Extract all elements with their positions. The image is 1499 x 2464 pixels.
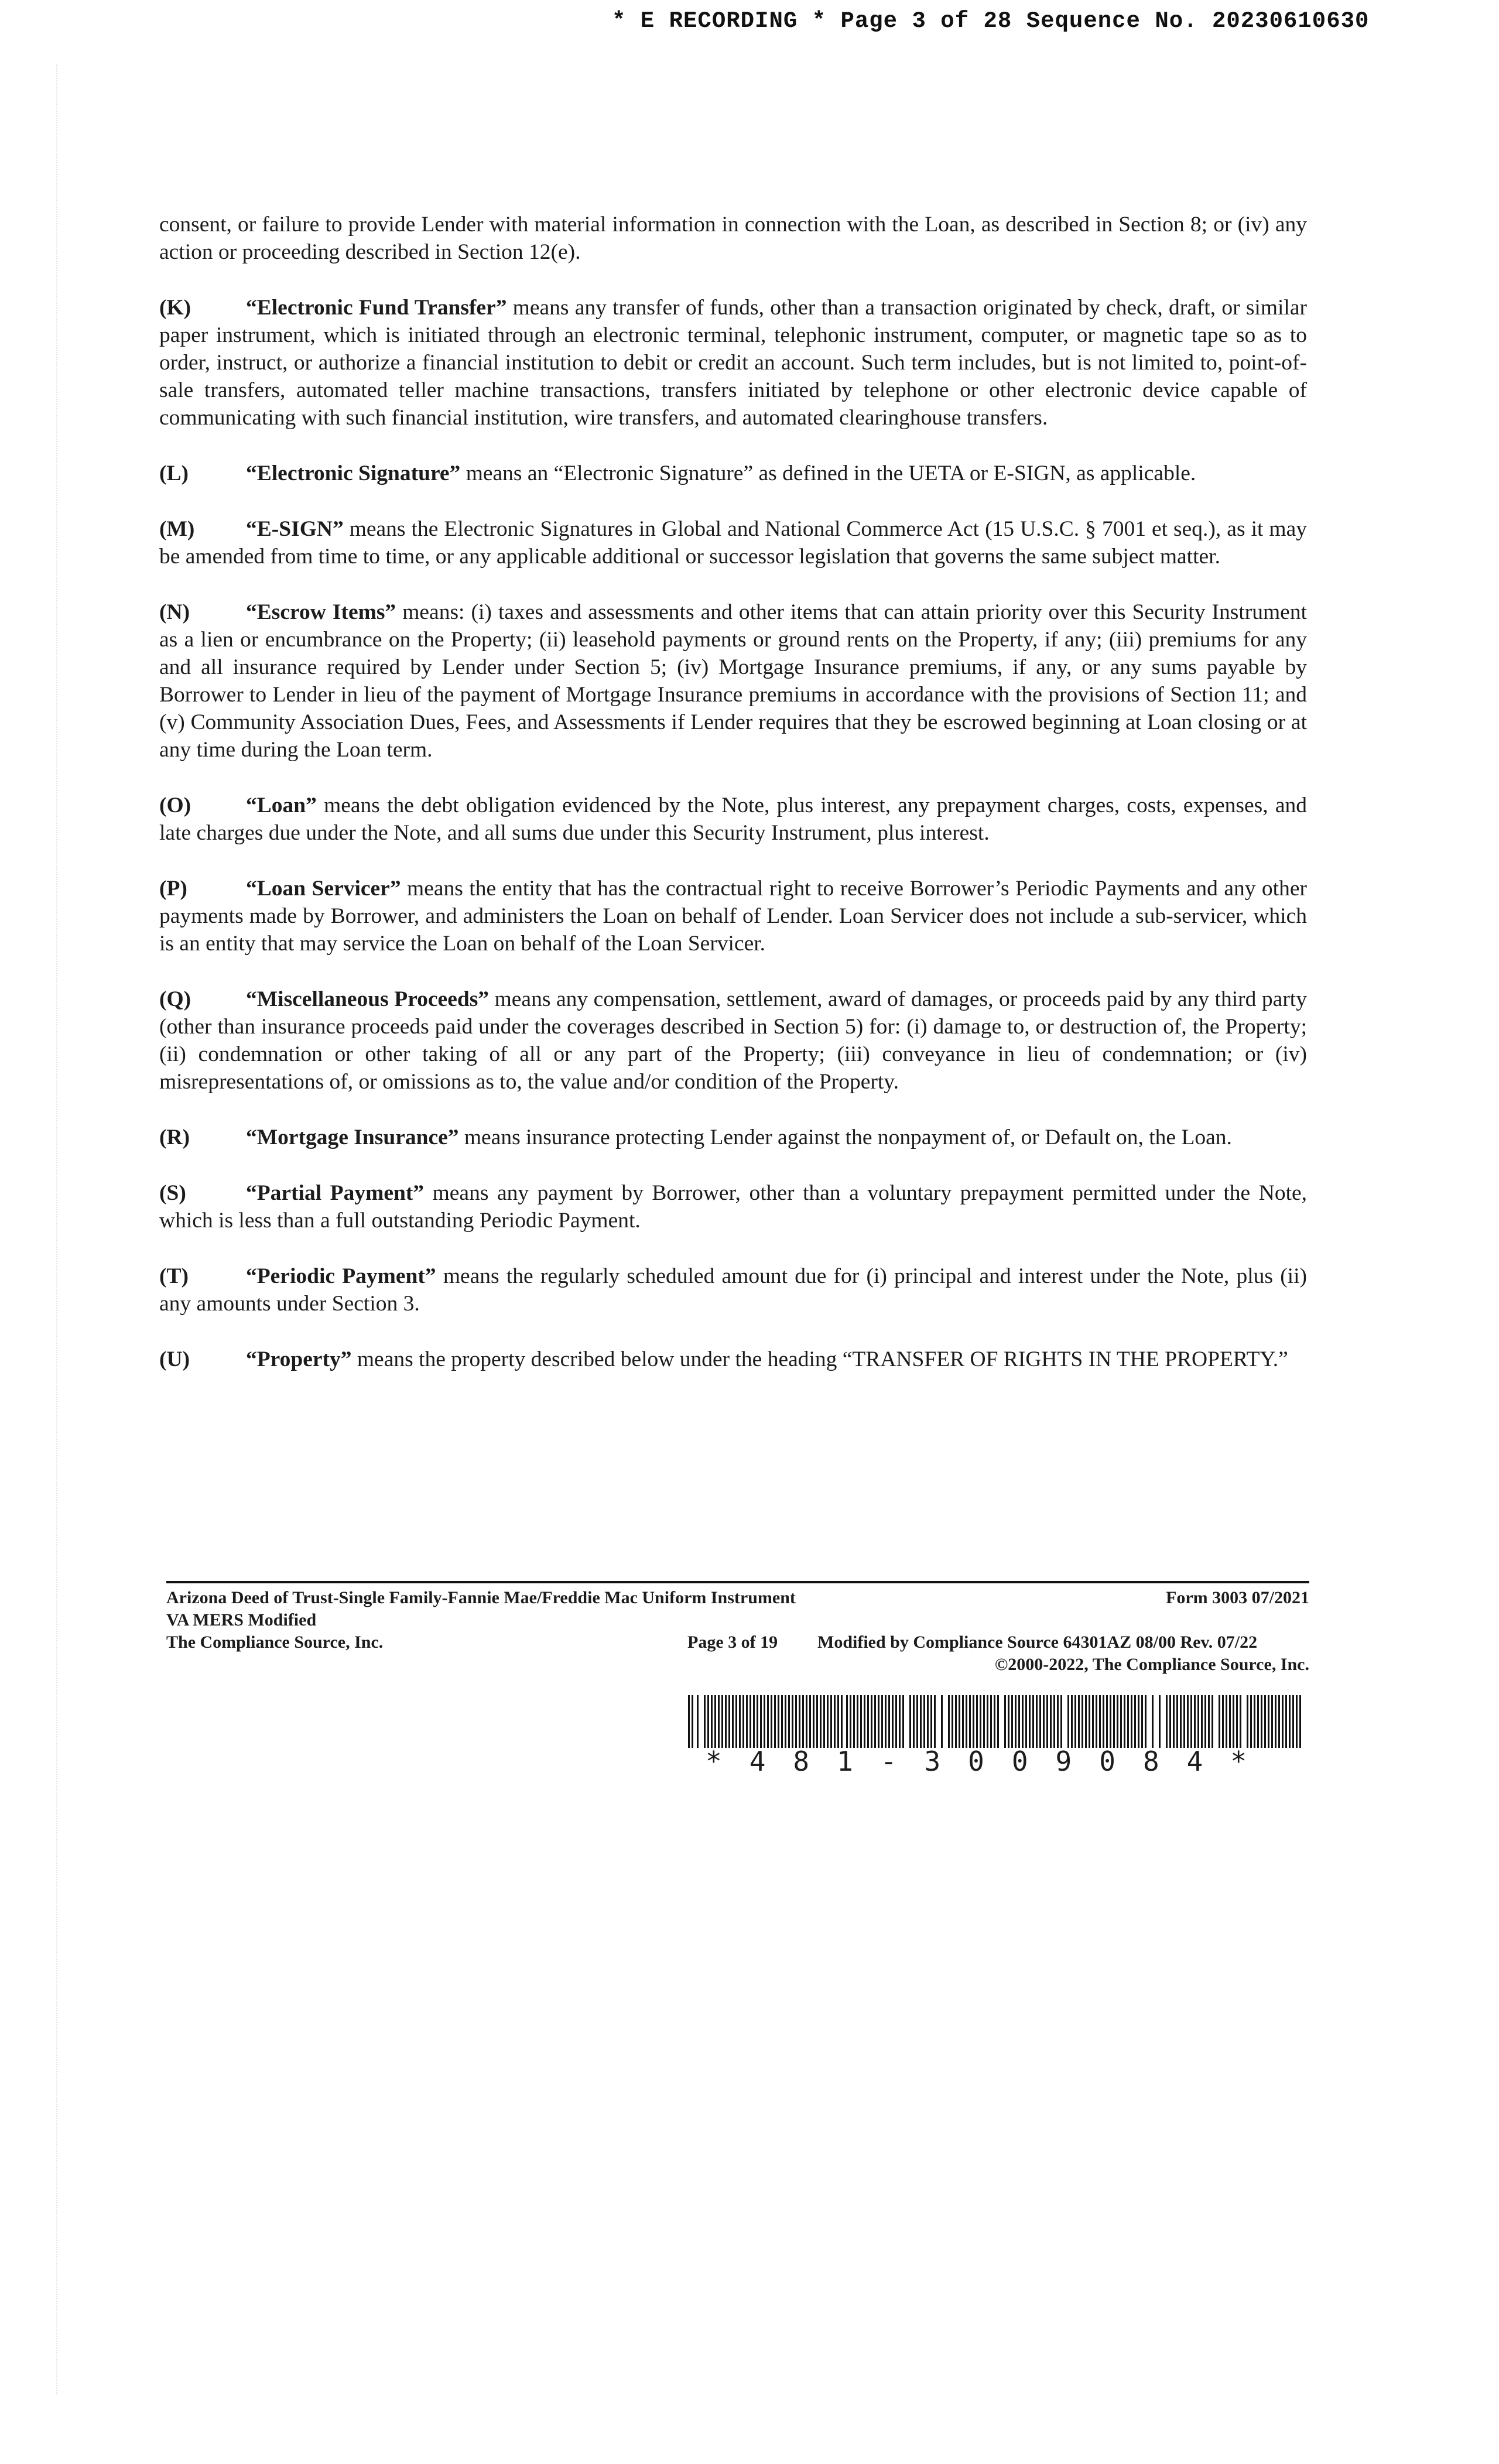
barcode-bar	[1254, 1695, 1255, 1748]
definition-term: “Mortgage Insurance”	[246, 1125, 459, 1149]
barcode-bar	[1292, 1695, 1294, 1748]
form-title: Arizona Deed of Trust-Single Family-Fannie Mae/Freddie Mac Uniform Instrument	[166, 1588, 796, 1607]
barcode-bar	[746, 1695, 748, 1748]
barcode-bar	[1025, 1695, 1027, 1748]
definition-label: (M)	[159, 517, 195, 541]
footer-row-2	[166, 1609, 1309, 1631]
barcode-bar	[732, 1695, 734, 1748]
barcode-bar	[1282, 1695, 1284, 1748]
barcode-bar	[1169, 1695, 1171, 1748]
barcode-bar	[792, 1695, 793, 1748]
barcode-bar	[802, 1695, 804, 1748]
barcode-bar	[830, 1695, 832, 1748]
definition-label: (K)	[159, 296, 191, 320]
recording-header: * E RECORDING * Page 3 of 28 Sequence No. 20230610630	[612, 8, 1370, 34]
barcode-bar	[764, 1695, 765, 1748]
barcode-bar	[1190, 1695, 1192, 1748]
footer-row-4	[166, 1654, 1309, 1676]
barcode-bar	[809, 1695, 811, 1748]
definition-paragraph	[159, 985, 1307, 1096]
definition-label: (P)	[159, 877, 187, 901]
barcode-bar	[1152, 1695, 1154, 1748]
barcode-bar	[857, 1695, 858, 1748]
barcode-bar	[1176, 1695, 1178, 1748]
barcode-bar	[1247, 1695, 1248, 1748]
barcode-bar	[718, 1695, 720, 1748]
definition-label: (L)	[159, 461, 189, 485]
definition-label: (O)	[159, 793, 191, 817]
barcode-bar	[1194, 1695, 1196, 1748]
barcode-bar	[1039, 1695, 1041, 1748]
footer-row-3	[166, 1631, 1309, 1654]
barcode-bar	[1278, 1695, 1280, 1748]
barcode-bar	[1145, 1695, 1147, 1748]
barcode-bar	[860, 1695, 862, 1748]
barcode-bar	[1275, 1695, 1276, 1748]
definition-term: “Partial Payment”	[246, 1181, 425, 1205]
document-footer	[166, 1581, 1309, 1676]
barcode-bar	[1141, 1695, 1143, 1748]
barcode-bar	[1285, 1695, 1287, 1748]
barcode-bar	[1296, 1695, 1298, 1748]
barcode-bar	[1050, 1695, 1052, 1748]
footer-rule	[166, 1581, 1309, 1583]
barcode-bar	[1106, 1695, 1108, 1748]
barcode-bar	[692, 1695, 693, 1748]
definition-term: “Miscellaneous Proceeds”	[246, 987, 490, 1011]
barcode-bar	[1138, 1695, 1139, 1748]
definition-text: means: (i) taxes and assessments and other items that can attain priority over this Security Instrument as a lien or encumbrance on the Property; (ii) leasehold payments or ground rents on the Property, if any; (iii) premiums for any and all insurance required by Lender under Section 5; (iv) Mortgage Insurance premiums, if any, or any sums payable by Borrower to Lender in lieu of the payment of Mortgage Insurance premiums in accordance with the provisions of Section 11; and (v) Community Association Dues, Fees, and Assessments if Lender requires that they be escrowed beginning at Loan closing or at any time during the Loan term.	[159, 600, 1307, 762]
barcode-bar	[997, 1695, 999, 1748]
barcode-bar	[1036, 1695, 1038, 1748]
barcode-bar	[1022, 1695, 1024, 1748]
definition-text: means the property described below under the heading “TRANSFER OF RIGHTS IN THE PROPERTY.”	[351, 1347, 1288, 1371]
definition-text: means the regularly scheduled amount due for (i) principal and interest under the Note, plus (ii) any amounts under Section 3.	[159, 1264, 1308, 1316]
definition-paragraph	[159, 1124, 1307, 1151]
barcode-bar	[871, 1695, 872, 1748]
barcode-bar	[987, 1695, 988, 1748]
barcode-bar	[934, 1695, 936, 1748]
barcode-bar	[1204, 1695, 1206, 1748]
barcode-bar	[1127, 1695, 1129, 1748]
barcode-bar	[1060, 1695, 1062, 1748]
footer-row-1	[166, 1587, 1309, 1609]
barcode-bar	[867, 1695, 869, 1748]
barcode-bar	[864, 1695, 865, 1748]
barcode-bar	[704, 1695, 706, 1748]
barcode-bar	[1043, 1695, 1045, 1748]
barcode-bar	[966, 1695, 967, 1748]
definition-paragraph	[159, 1346, 1307, 1373]
barcode-bar	[1029, 1695, 1031, 1748]
definition-paragraph	[159, 598, 1307, 764]
barcode-bar	[1173, 1695, 1175, 1748]
barcode-bar	[1015, 1695, 1017, 1748]
barcode-bar	[771, 1695, 772, 1748]
barcode-bar	[837, 1695, 839, 1748]
barcode-bar	[799, 1695, 800, 1748]
barcode-bar	[1268, 1695, 1269, 1748]
barcode-bar	[707, 1695, 709, 1748]
barcode-bar	[909, 1695, 911, 1748]
barcode-bar	[1201, 1695, 1203, 1748]
barcode-bar	[750, 1695, 751, 1748]
barcode-bar	[913, 1695, 915, 1748]
definition-text: means insurance protecting Lender against the nonpayment of, or Default on, the Loan.	[458, 1125, 1232, 1149]
definition-text: means the entity that has the contractual right to receive Borrower’s Periodic Payments and any other payments made by Borrower, and administers the Loan on behalf of Lender. Loan Servicer does not include a sub-servicer, which is an entity that may service the Loan on behalf of the Loan Servicer.	[159, 877, 1307, 956]
barcode-bar	[1299, 1695, 1301, 1748]
barcode-bar	[976, 1695, 978, 1748]
definition-term: “Loan”	[246, 793, 317, 817]
definition-paragraph	[159, 1179, 1307, 1234]
barcode-bar	[785, 1695, 786, 1748]
barcode-bar	[1032, 1695, 1034, 1748]
barcode-bar	[1159, 1695, 1161, 1748]
barcode-bar	[916, 1695, 918, 1748]
definition-paragraph	[159, 460, 1307, 487]
barcode-bar	[959, 1695, 960, 1748]
barcode-bar	[1240, 1695, 1241, 1748]
barcode-bar	[1099, 1695, 1101, 1748]
barcode-bar	[816, 1695, 818, 1748]
definition-label: (N)	[159, 600, 190, 624]
definition-term: “Periodic Payment”	[246, 1264, 436, 1288]
definition-term: “Electronic Signature”	[246, 461, 461, 485]
barcode-bar	[1208, 1695, 1210, 1748]
definition-paragraph	[159, 515, 1307, 570]
barcode-text: *481-3009084*	[706, 1746, 1275, 1777]
barcode-bar	[1092, 1695, 1094, 1748]
barcode-bar	[806, 1695, 807, 1748]
definition-text: means any compensation, settlement, award of damages, or proceeds paid by any third party (other than insurance proceeds paid under the coverages described in Section 5) for: (i) damage to, or destruction of, the Property; (ii) condemnation or other taking of all or any part of the Property; (iii) conveyance in lieu of condemnation; or (iv) misrepresentations of, or omissions as to, the value and/or condition of the Property.	[159, 987, 1307, 1094]
barcode-bar	[920, 1695, 922, 1748]
barcode-bar	[983, 1695, 985, 1748]
barcode-bar	[1103, 1695, 1104, 1748]
barcode-bar	[1071, 1695, 1073, 1748]
barcode-bar	[952, 1695, 953, 1748]
barcode-bar	[902, 1695, 904, 1748]
barcode-bar	[774, 1695, 776, 1748]
barcode-bar	[1004, 1695, 1006, 1748]
barcode-bar	[1096, 1695, 1097, 1748]
barcode-bar	[1233, 1695, 1234, 1748]
barcode-bar	[1257, 1695, 1259, 1748]
barcode-bar	[1089, 1695, 1090, 1748]
barcode-bar	[923, 1695, 925, 1748]
barcode-bar	[1074, 1695, 1076, 1748]
barcode-bar	[1229, 1695, 1231, 1748]
definition-text: means an “Electronic Signature” as defined in the UETA or E-SIGN, as applicable.	[460, 461, 1196, 485]
barcode-bar	[1166, 1695, 1168, 1748]
publisher: The Compliance Source, Inc.	[166, 1633, 384, 1652]
barcode-bar	[1250, 1695, 1252, 1748]
barcode-bar	[1057, 1695, 1059, 1748]
definition-text: means the Electronic Signatures in Global and National Commerce Act (15 U.S.C. § 7001 et seq.), as it may be amended from time to time, or any applicable additional or successor legislation that governs the same subject matter.	[159, 517, 1307, 569]
barcode-bar	[841, 1695, 843, 1748]
barcode-bar	[941, 1695, 943, 1748]
barcode-bar	[962, 1695, 964, 1748]
barcode-bar	[1197, 1695, 1199, 1748]
barcode-bar	[888, 1695, 890, 1748]
barcode-bar	[823, 1695, 825, 1748]
definition-text: means any payment by Borrower, other than a voluntary prepayment permitted under the Note, which is less than a full outstanding Periodic Payment.	[159, 1181, 1308, 1233]
barcode-bar	[739, 1695, 741, 1748]
barcode-bar	[1289, 1695, 1291, 1748]
barcode-bar	[742, 1695, 744, 1748]
barcode-bar	[892, 1695, 894, 1748]
definition-paragraph	[159, 875, 1307, 957]
barcode-bar	[711, 1695, 713, 1748]
barcode-bar	[1117, 1695, 1118, 1748]
document-body	[159, 211, 1307, 1401]
barcode-bar	[930, 1695, 932, 1748]
barcode-bar	[969, 1695, 971, 1748]
barcode-bar	[1261, 1695, 1262, 1748]
barcode-bar	[735, 1695, 737, 1748]
definition-term: “Loan Servicer”	[246, 877, 401, 901]
barcode-bar	[927, 1695, 929, 1748]
barcode-bar	[1120, 1695, 1122, 1748]
barcode-bar	[725, 1695, 727, 1748]
page-number: Page 3 of 19	[687, 1633, 778, 1652]
barcode-bar	[728, 1695, 730, 1748]
barcode-bar	[895, 1695, 897, 1748]
barcode-bar	[1180, 1695, 1182, 1748]
barcode-bar	[990, 1695, 992, 1748]
definition-term: “Escrow Items”	[246, 600, 396, 624]
definition-label: (U)	[159, 1347, 190, 1371]
barcode-bar	[1131, 1695, 1132, 1748]
barcode-bar	[1124, 1695, 1125, 1748]
barcode-bar	[1219, 1695, 1220, 1748]
barcode-bar	[1211, 1695, 1213, 1748]
barcode-bar	[994, 1695, 995, 1748]
definition-term: “Electronic Fund Transfer”	[246, 296, 507, 320]
definitions-list	[159, 294, 1307, 1373]
definition-paragraph	[159, 792, 1307, 847]
barcode-bar	[697, 1695, 699, 1748]
definition-label: (R)	[159, 1125, 190, 1149]
barcode-bar	[688, 1695, 690, 1748]
barcode-bar	[1085, 1695, 1087, 1748]
definition-term: “E-SIGN”	[246, 517, 344, 541]
barcode-bar	[781, 1695, 783, 1748]
form-number: Form 3003 07/2021	[1166, 1588, 1309, 1607]
barcode-bars	[688, 1695, 1306, 1748]
barcode-bar	[1134, 1695, 1136, 1748]
barcode-bar	[1236, 1695, 1238, 1748]
barcode-bar	[767, 1695, 769, 1748]
continuation-paragraph: consent, or failure to provide Lender with material information in connection with the Loan, as described in Section 8; or (iv) any action or proceeding described in Section 12(e).	[159, 213, 1307, 264]
barcode-bar	[827, 1695, 829, 1748]
barcode-bar	[899, 1695, 901, 1748]
barcode-bar	[1078, 1695, 1080, 1748]
barcode-bar	[1008, 1695, 1009, 1748]
barcode-bar	[820, 1695, 822, 1748]
barcode-bar	[757, 1695, 758, 1748]
barcode-bar	[973, 1695, 974, 1748]
modified-by: Modified by Compliance Source 64301AZ 08/00 Rev. 07/22	[817, 1633, 1258, 1652]
barcode-bar	[721, 1695, 723, 1748]
definition-label: (Q)	[159, 987, 191, 1011]
barcode-bar	[1222, 1695, 1224, 1748]
definition-paragraph	[159, 294, 1307, 432]
barcode-bar	[1011, 1695, 1013, 1748]
barcode-bar	[1226, 1695, 1227, 1748]
barcode-bar	[1271, 1695, 1273, 1748]
barcode-bar	[885, 1695, 887, 1748]
copyright: ©2000-2022, The Compliance Source, Inc.	[994, 1655, 1309, 1674]
barcode-bar	[714, 1695, 716, 1748]
scan-edge-marks	[56, 64, 57, 2395]
barcode-bar	[955, 1695, 957, 1748]
barcode-bar	[1018, 1695, 1020, 1748]
barcode-bar	[853, 1695, 855, 1748]
definition-text: means the debt obligation evidenced by the Note, plus interest, any prepayment charges, costs, expenses, and late charges due under the Note, and all sums due under this Security Instrument, plus interest.	[159, 793, 1307, 845]
definition-text: means any transfer of funds, other than a transaction originated by check, draft, or similar paper instrument, which is initiated through an electronic terminal, telephonic instrument, computer, or magnetic tape so as to order, instruct, or authorize a financial institution to debit or credit an account. Such term includes, but is not limited to, point-of-sale transfers, automated teller machine transactions, transfers initiated by telephone or other electronic device capable of communicating with such financial institution, wire transfers, and automated clearinghouse transfers.	[159, 296, 1307, 430]
barcode-bar	[948, 1695, 950, 1748]
barcode-bar	[874, 1695, 876, 1748]
barcode-bar	[1187, 1695, 1189, 1748]
barcode-bar	[846, 1695, 848, 1748]
modifier: VA MERS Modified	[166, 1610, 317, 1630]
barcode-bar	[760, 1695, 762, 1748]
barcode-bar	[1067, 1695, 1069, 1748]
barcode-bar	[1110, 1695, 1111, 1748]
barcode	[688, 1695, 1306, 1777]
barcode-bar	[881, 1695, 883, 1748]
barcode-bar	[788, 1695, 790, 1748]
barcode-bar	[1046, 1695, 1048, 1748]
barcode-bar	[1113, 1695, 1115, 1748]
barcode-bar	[1082, 1695, 1083, 1748]
barcode-bar	[1264, 1695, 1266, 1748]
barcode-bar	[813, 1695, 814, 1748]
barcode-bar	[878, 1695, 879, 1748]
barcode-bar	[778, 1695, 779, 1748]
barcode-bar	[795, 1695, 797, 1748]
barcode-bar	[1183, 1695, 1185, 1748]
barcode-bar	[1053, 1695, 1055, 1748]
barcode-bar	[753, 1695, 755, 1748]
barcode-bar	[980, 1695, 981, 1748]
definition-label: (S)	[159, 1181, 186, 1205]
barcode-bar	[834, 1695, 836, 1748]
definition-paragraph	[159, 1262, 1307, 1317]
definition-label: (T)	[159, 1264, 189, 1288]
definition-term: “Property”	[246, 1347, 352, 1371]
barcode-bar	[850, 1695, 851, 1748]
